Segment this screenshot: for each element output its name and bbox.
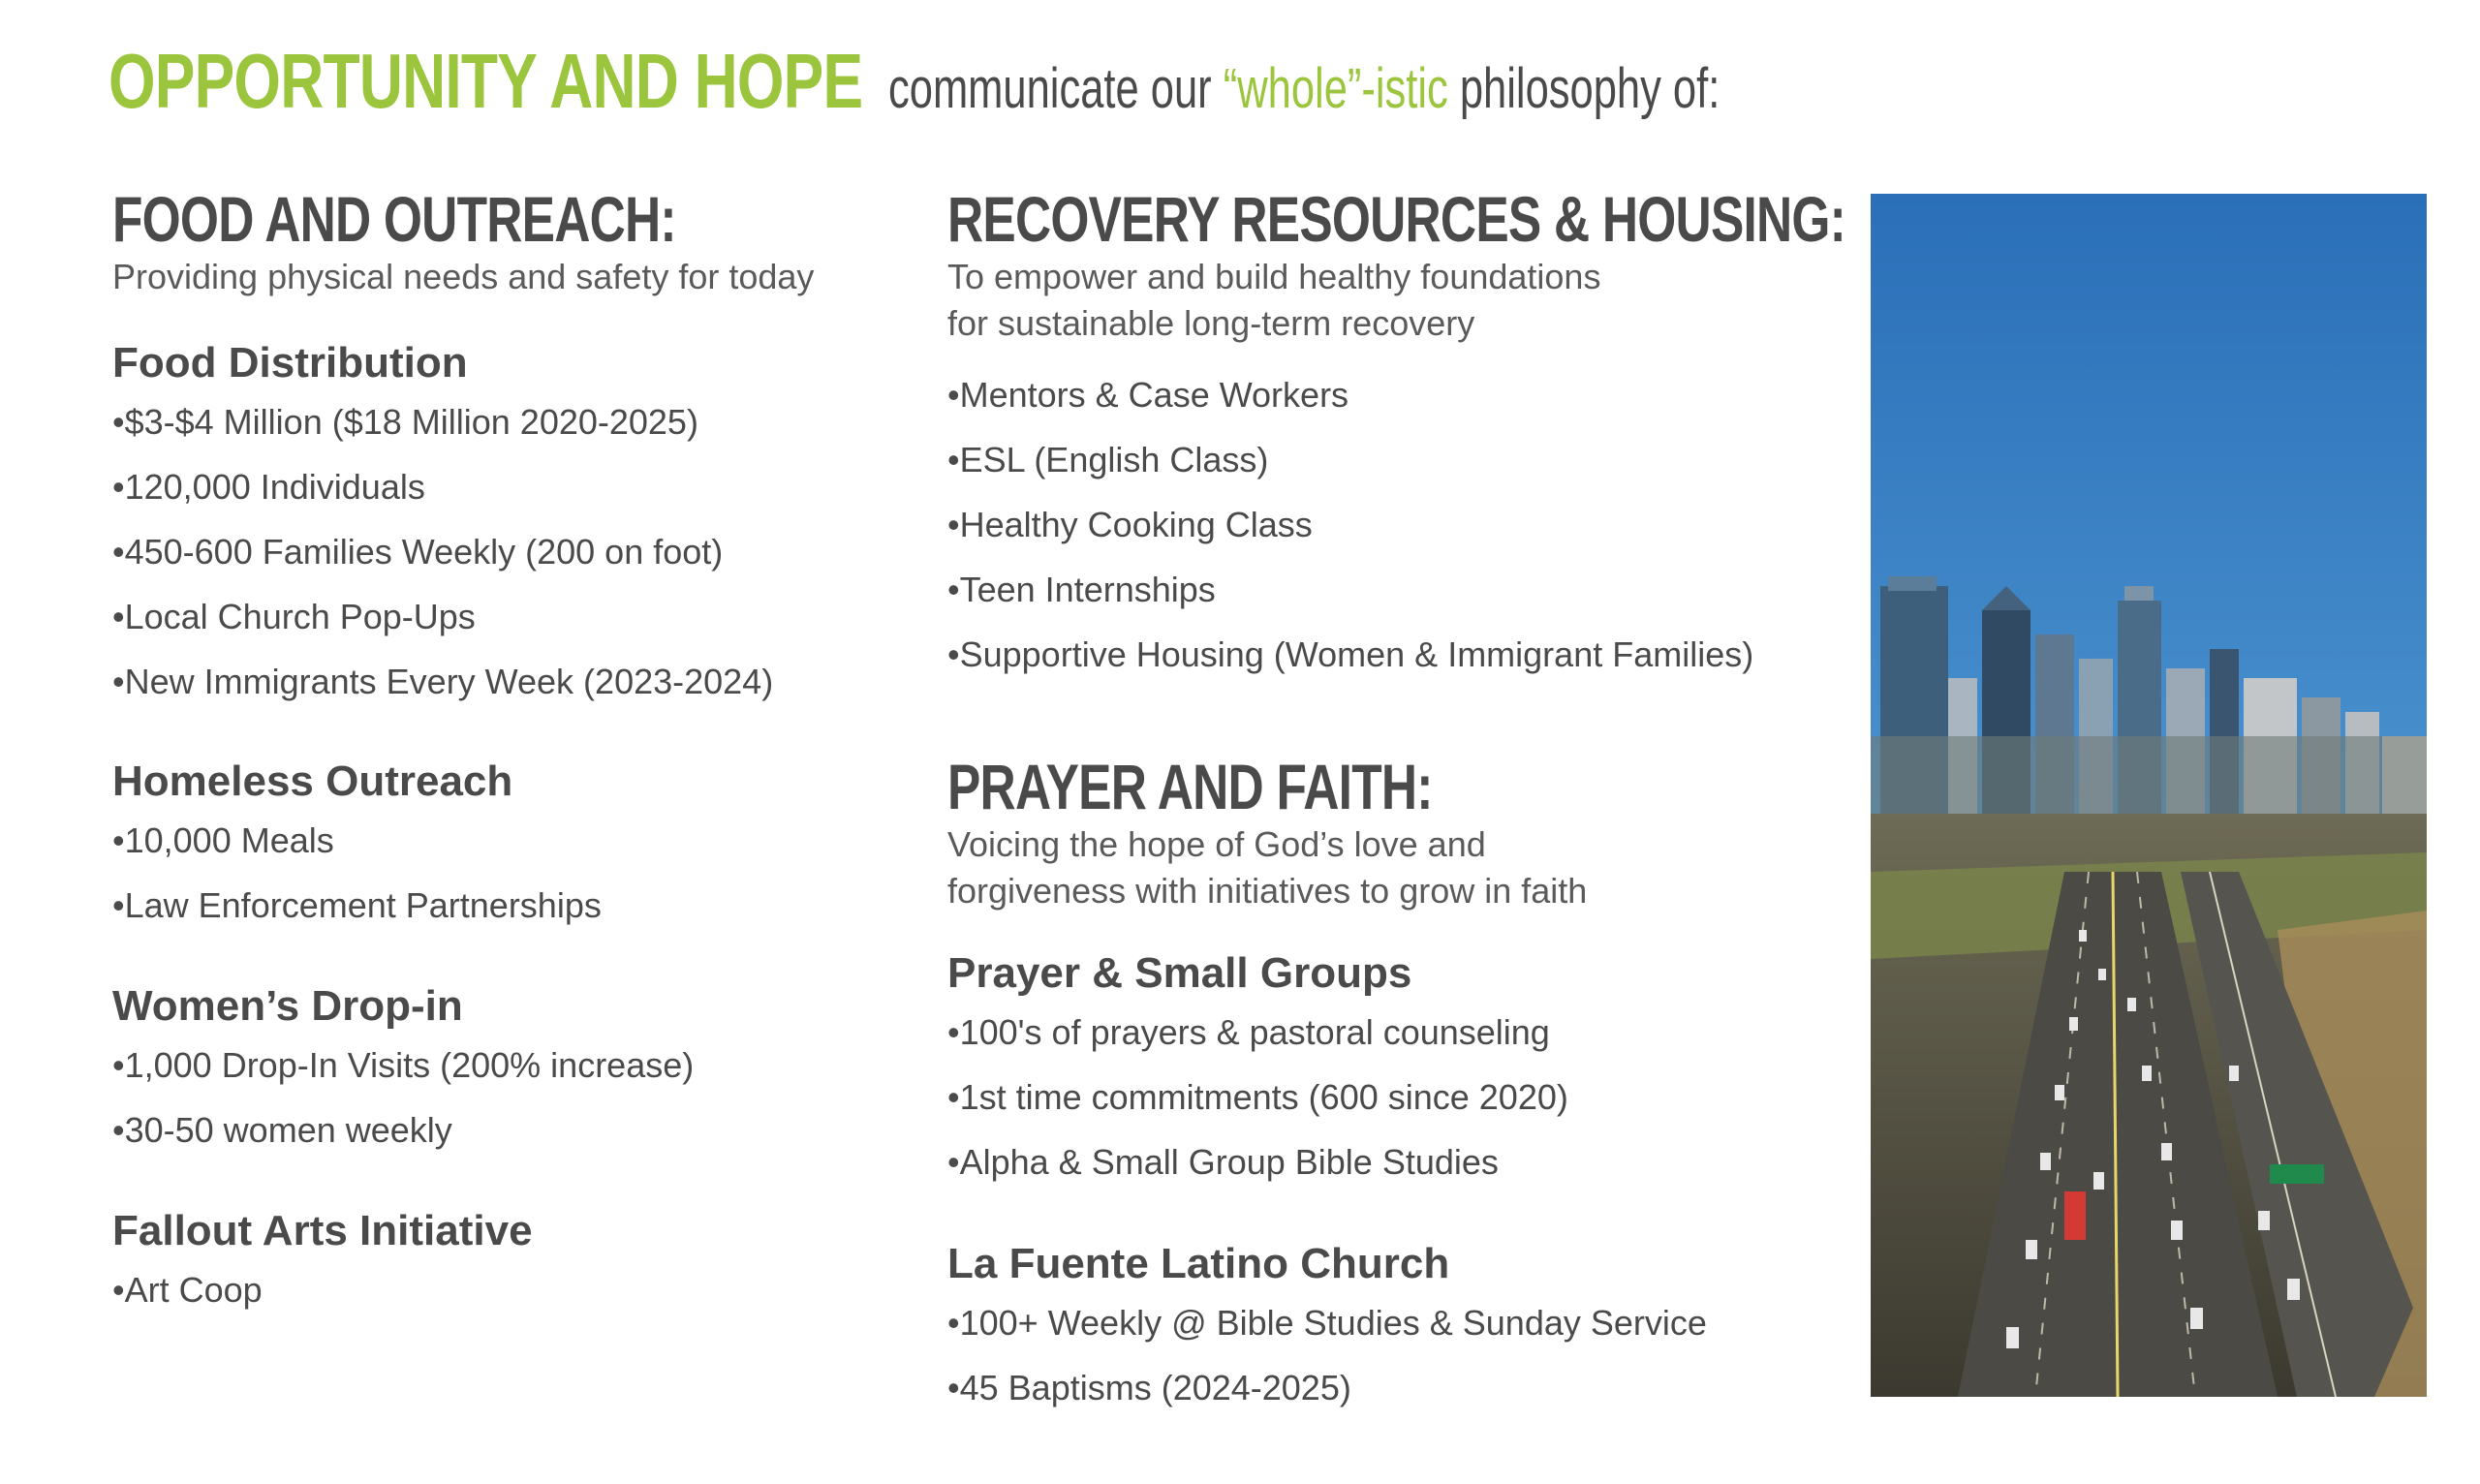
page-title (108, 37, 1720, 126)
recovery-housing-heading: RECOVERY RESOURCES & HOUSING: (947, 183, 1846, 255)
prayer-groups-list (947, 1011, 1568, 1206)
title-main: OPPORTUNITY AND HOPE (108, 38, 863, 124)
subtitle-line: To empower and build healthy foundations (947, 257, 1601, 296)
section-title: Homeless Outreach (112, 757, 513, 805)
list-item: • 30-50 women weekly (112, 1109, 694, 1174)
food-outreach-subtitle: Providing physical needs and safety for today (112, 257, 815, 296)
list-item: • Art Coop (112, 1269, 263, 1334)
subtitle-line: for sustainable long-term recovery (947, 303, 1475, 343)
womens-dropin-list (112, 1044, 694, 1174)
list-item: • Mentors & Case Workers (947, 374, 1753, 439)
highway-sign (2270, 1164, 2324, 1184)
list-item: • ESL (English Class) (947, 439, 1753, 504)
food-outreach-heading: FOOD AND OUTREACH: (112, 183, 676, 255)
subtitle-line: forgiveness with initiatives to grow in faith (947, 871, 1588, 911)
prayer-subtitle (947, 821, 1587, 914)
section-title: Women’s Drop-in (112, 982, 463, 1030)
list-item: • Law Enforcement Partnerships (112, 884, 602, 949)
section-title: La Fuente Latino Church (947, 1240, 1450, 1287)
list-item: • 450-600 Families Weekly (200 on foot) (112, 531, 773, 596)
fallout-arts-list (112, 1269, 263, 1334)
list-item: • 120,000 Individuals (112, 466, 773, 531)
list-item: • Healthy Cooking Class (947, 504, 1753, 569)
city-skyline-illustration (1871, 194, 2427, 1397)
list-item: • 10,000 Meals (112, 819, 602, 884)
title-sub-accent: “whole”-istic (1223, 57, 1448, 120)
list-item: • $3-$4 Million ($18 Million 2020-2025) (112, 401, 773, 466)
list-item: • 1st time commitments (600 since 2020) (947, 1076, 1568, 1141)
title-subtitle (888, 56, 1720, 121)
la-fuente-list (947, 1302, 1707, 1432)
section-title: Prayer & Small Groups (947, 949, 1412, 997)
section-title: Fallout Arts Initiative (112, 1207, 533, 1254)
red-bus (2064, 1191, 2086, 1240)
title-sub-before: communicate our (888, 57, 1224, 120)
homeless-outreach-list (112, 819, 602, 949)
list-item: • 45 Baptisms (2024-2025) (947, 1367, 1707, 1432)
list-item: • 1,000 Drop-In Visits (200% increase) (112, 1044, 694, 1109)
list-item: • Alpha & Small Group Bible Studies (947, 1141, 1568, 1206)
recovery-subtitle (947, 254, 1600, 347)
prayer-faith-heading: PRAYER AND FAITH: (947, 751, 1433, 822)
list-item: • Supportive Housing (Women & Immigrant Families) (947, 634, 1753, 698)
title-sub-after: philosophy of: (1447, 57, 1720, 120)
subtitle-line: Voicing the hope of God’s love and (947, 824, 1486, 864)
food-distribution-list (112, 401, 773, 726)
list-item: • 100's of prayers & pastoral counseling (947, 1011, 1568, 1076)
list-item: • Teen Internships (947, 569, 1753, 634)
recovery-list (947, 374, 1753, 698)
list-item: • Local Church Pop-Ups (112, 596, 773, 661)
list-item: • 100+ Weekly @ Bible Studies & Sunday Service (947, 1302, 1707, 1367)
city-highway-photo (1871, 194, 2427, 1397)
section-title: Food Distribution (112, 339, 468, 386)
list-item: • New Immigrants Every Week (2023-2024) (112, 661, 773, 726)
